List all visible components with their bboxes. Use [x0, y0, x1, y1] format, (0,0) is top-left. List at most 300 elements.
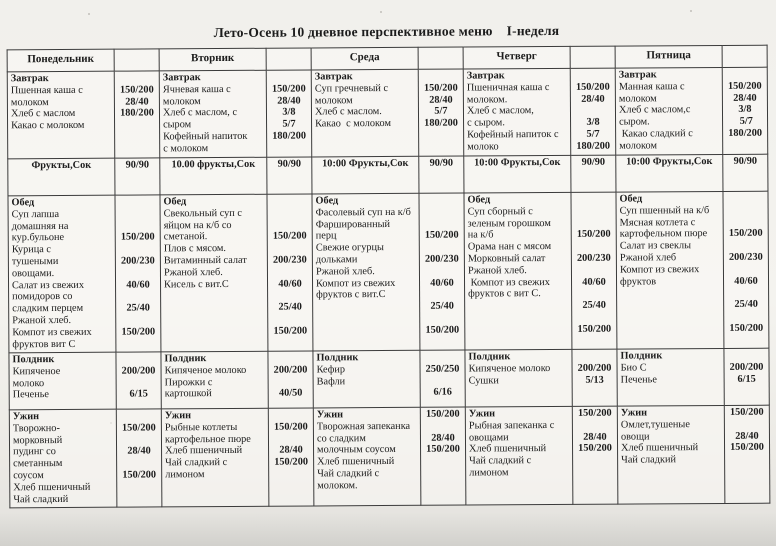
portion-value [728, 418, 766, 430]
portion-value [422, 71, 460, 83]
portion-value [424, 420, 462, 432]
menu-line: фруктов [619, 275, 657, 288]
lunch-cell-day-1 [8, 195, 116, 353]
portion-value: 28/40 [735, 430, 759, 442]
meal-title: Ужин [316, 409, 344, 421]
portion-value: 25/40 [734, 298, 758, 311]
menu-line: на к/б [467, 229, 494, 241]
snack-cell-day-4 [465, 349, 572, 407]
portion-value: 40/50 [278, 387, 303, 400]
portion-value: 180/200 [272, 130, 307, 142]
meal-title: Ужин [164, 410, 192, 422]
portion-value [272, 433, 310, 445]
portion-header-3 [418, 47, 463, 69]
fruits-cell-day-5: 10:00 Фрукты,Сок [616, 154, 723, 192]
menu-line: Манная каша с [618, 80, 685, 93]
menu-line: Омлет,тушеные [620, 418, 690, 431]
menu-line: Хлеб с маслом,с [618, 104, 691, 116]
scan-shadow [0, 512, 776, 546]
menu-line: тушеными [11, 255, 59, 268]
portion-value: 40/60 [430, 277, 454, 289]
meal-title: Ужин [468, 408, 496, 420]
fruits-cell-day-1: Фрукты,Сок [8, 158, 115, 196]
portion-header-5 [722, 45, 767, 67]
dinner-cell-day-1 [9, 409, 117, 508]
breakfast-portions-day-4 [570, 68, 616, 155]
fruits-cell-day-3: 10:00 Фрукты,Сок [312, 156, 419, 194]
day-header-2: Вторник [159, 48, 266, 71]
portion-value [271, 207, 309, 219]
portion-value: 250/250 [425, 363, 460, 375]
meal-title: Завтрак [466, 70, 505, 82]
menu-line: Компот из свежих [12, 326, 92, 339]
portion-value [575, 312, 613, 324]
dinner-cell-day-4 [465, 406, 573, 505]
lunch-portions-day-4 [571, 192, 617, 349]
menu-line: молоком [162, 95, 201, 107]
breakfast-cell-day-3 [311, 69, 419, 157]
breakfast-cell-day-1 [7, 71, 115, 159]
meal-title: Завтрак [162, 72, 201, 84]
menu-line: молоком [314, 94, 353, 107]
portion-value: 180/200 [120, 107, 154, 120]
portion-value: 150/200 [122, 469, 157, 481]
menu-line: картошкой [164, 388, 212, 400]
portion-value: 3/8 [738, 104, 752, 116]
snack-cell-day-3 [313, 350, 420, 408]
menu-line: сыром [163, 119, 192, 131]
portion-value: 150/200 [274, 456, 309, 468]
menu-line: Суп гречневый с [314, 82, 389, 95]
menu-line: молоко [12, 377, 45, 389]
portion-value: 150/200 [121, 326, 156, 338]
portion-value [423, 265, 461, 277]
meal-title: Полдник [468, 351, 511, 363]
portion-value [575, 205, 613, 217]
menu-line: с молоком [163, 142, 209, 155]
menu-line: Творожно- [12, 422, 60, 435]
portion-value: 150/200 [575, 81, 610, 93]
menu-line: Чай сладкий [621, 454, 677, 466]
meal-title: Обед [315, 195, 339, 207]
menu-line: Кефир [316, 364, 346, 376]
menu-line: молоком. [466, 93, 508, 106]
menu-line: молоко [467, 141, 499, 153]
portion-value: 200/230 [120, 255, 155, 267]
portion-value: 28/40 [125, 96, 149, 108]
menu-table [7, 45, 771, 509]
portion-value [271, 219, 309, 231]
portion-value: 28/40 [733, 92, 757, 104]
menu-line: Ржаной хлеб [619, 252, 677, 264]
day-header-1: Понедельник [7, 49, 114, 72]
portion-value [727, 240, 765, 252]
menu-line: сыром. [619, 116, 650, 128]
portion-value [271, 266, 309, 278]
meal-title: Завтрак [618, 69, 657, 81]
portion-value: 150/200 [273, 325, 308, 337]
menu-line: Вафли [316, 375, 346, 388]
menu-line: овощи [620, 430, 650, 443]
portion-value: 150/200 [729, 406, 764, 418]
portion-value [119, 208, 157, 220]
meal-title: Завтрак [314, 71, 353, 83]
menu-line: Какао сладкий с [619, 128, 693, 140]
menu-line: Хлеб с маслом, [466, 105, 534, 117]
meal-title: Обед [163, 196, 187, 208]
portion-value: 6/15 [129, 388, 148, 400]
menu-line: Витаминный салат [163, 254, 247, 267]
dinner-portions-day-2 [268, 408, 314, 506]
menu-line: молоком [619, 140, 657, 152]
portion-value: 200/200 [729, 361, 764, 373]
portion-value: 25/40 [582, 299, 606, 311]
meal-title: Ужин [620, 407, 648, 419]
portion-value [120, 377, 158, 389]
dinner-portions-day-4 [572, 406, 618, 504]
portion-value [120, 458, 158, 470]
portion-value: 200/200 [577, 362, 612, 374]
portion-value: 28/40 [429, 94, 453, 106]
menu-line: со сладким [316, 432, 366, 445]
portion-value: 150/200 [576, 229, 611, 241]
menu-title-text: Лето-Осень 10 дневное перспективное меню [213, 23, 493, 41]
portion-value [727, 287, 765, 299]
menu-line: Свекольный суп с [163, 207, 242, 220]
menu-line: Какао с молоком [315, 118, 392, 130]
portion-value: 180/200 [728, 127, 763, 139]
portion-value [574, 70, 612, 82]
week-label: I-неделя [506, 22, 560, 39]
dinner-portions-day-3 [420, 407, 466, 505]
menu-line: Суп лапша [11, 208, 60, 221]
portion-value [423, 289, 461, 301]
page-title [0, 22, 775, 43]
portion-value [119, 314, 157, 326]
menu-line: Ржаной хлеб. [315, 265, 375, 278]
portion-value: 180/200 [424, 117, 458, 129]
menu-line: Пшенная каша с [10, 84, 83, 97]
portion-value: 40/60 [278, 278, 302, 290]
menu-line: Кипяченое молоко [468, 362, 551, 375]
menu-line: Суп сборный с [467, 205, 533, 218]
portion-value: 150/200 [423, 82, 458, 94]
portion-value [424, 375, 462, 387]
menu-line: Хлеб пшеничный [621, 442, 699, 454]
portion-value: 40/60 [126, 279, 150, 291]
portion-value: 150/200 [730, 442, 764, 454]
menu-line: молоком. [317, 479, 358, 492]
lunch-portions-day-3 [419, 193, 465, 350]
menu-line: помидоров со [12, 291, 73, 303]
portion-value: 200/230 [728, 251, 763, 263]
menu-line: с сыром. [467, 117, 505, 129]
dinner-portions-day-1 [116, 409, 162, 507]
menu-line: Хлеб с маслом [10, 108, 76, 120]
menu-line: Ржаной хлеб. [163, 266, 223, 279]
portion-value: 25/40 [126, 302, 150, 314]
meal-title: Полдник [12, 354, 55, 366]
menu-line: Чай сладкий [13, 493, 69, 505]
portion-value: 150/200 [729, 322, 764, 334]
menu-line: Фасолевый суп на к/б [315, 206, 411, 219]
meal-title: Обед [467, 194, 491, 206]
menu-line: Фаршированный [315, 218, 391, 231]
portion-value: 150/200 [119, 84, 154, 96]
fruits-portion-day-2: 90/90 [267, 157, 312, 194]
portion-value: 150/200 [425, 324, 460, 336]
portion-value: 150/200 [424, 229, 459, 242]
portion-value [727, 216, 765, 228]
menu-line: Компот из свежих [467, 276, 550, 289]
portion-value [118, 72, 156, 84]
meal-title: Полдник [164, 353, 207, 365]
snack-portions-day-5 [724, 348, 769, 405]
portion-value: 150/200 [727, 80, 762, 92]
dinner-cell-day-5 [617, 405, 725, 504]
portion-value: 25/40 [278, 301, 302, 313]
menu-line: молочным соусом [317, 444, 396, 456]
menu-line: Пирожки с [164, 376, 213, 388]
portion-value [119, 267, 157, 279]
portion-value [119, 244, 157, 256]
menu-line: Салат из свежих [12, 279, 84, 291]
menu-line: фруктов с вит С. [468, 288, 541, 300]
portion-value: 28/40 [277, 95, 301, 107]
menu-line: Чай сладкий с [317, 468, 380, 480]
meal-title: Полдник [620, 350, 663, 362]
portion-value: 150/200 [120, 231, 155, 244]
snack-cell-day-1 [9, 352, 116, 410]
menu-line: картофельном пюре [619, 228, 708, 240]
menu-line: яйцом на к/б со [163, 219, 232, 231]
portion-value [574, 105, 612, 117]
menu-line: Чай сладкий с [165, 457, 228, 469]
portion-value [726, 193, 764, 205]
menu-line: кур.бульоне [11, 232, 65, 244]
menu-line: лимоном [469, 467, 509, 479]
snack-portions-day-2 [268, 351, 313, 408]
menu-line: Мясная котлета с [619, 216, 696, 229]
portion-value [272, 376, 310, 388]
menu-line: Кофейный напиток с [467, 128, 559, 141]
menu-line: Плов с мясом. [163, 243, 227, 255]
lunch-portions-day-1 [115, 195, 161, 352]
menu-line: Кипяченое [12, 365, 61, 378]
lunch-cell-day-5 [616, 191, 724, 349]
menu-line: зеленым горошком [467, 217, 551, 230]
portion-value: 5/7 [282, 118, 296, 130]
portion-value [575, 241, 613, 253]
menu-line: овощами. [11, 267, 55, 280]
portion-value [575, 264, 613, 276]
portion-value [118, 196, 156, 208]
menu-line: Хлеб с маслом. [314, 106, 382, 118]
menu-line: Хлеб пшеничный [165, 445, 243, 457]
portion-value [423, 206, 461, 218]
menu-line: Кисель с вит.С [163, 278, 229, 290]
dinner-portions-day-5 [724, 405, 770, 503]
breakfast-portions-day-5 [722, 67, 768, 154]
portion-value: 28/40 [581, 93, 605, 105]
lunch-cell-day-3 [312, 193, 420, 351]
breakfast-cell-day-4 [463, 68, 571, 156]
portion-value: 150/200 [577, 407, 612, 419]
meal-title: Обед [619, 193, 643, 205]
menu-line: Сушки [468, 374, 499, 387]
lunch-portions-day-2 [267, 194, 313, 351]
portion-value [727, 204, 765, 216]
menu-line: Чай сладкий с [469, 455, 532, 467]
portion-value: 5/13 [585, 374, 604, 386]
portion-value [423, 218, 461, 230]
menu-line: Печенье [12, 389, 50, 401]
portion-value: 5/7 [737, 115, 753, 128]
menu-line: соусом [13, 470, 44, 482]
fruits-portion-day-4: 90/90 [571, 155, 616, 192]
portion-value [575, 217, 613, 229]
portion-value: 6/16 [433, 387, 452, 399]
portion-value: 150/200 [426, 443, 460, 456]
portion-value [727, 263, 765, 275]
portion-value [272, 409, 310, 421]
fruits-portion-day-1: 90/90 [115, 158, 160, 195]
portion-value [119, 220, 157, 232]
portion-value: 28/40 [279, 444, 303, 457]
menu-line: домашняя на [11, 220, 69, 232]
menu-line: молоком [10, 96, 49, 108]
portion-value: 5/7 [586, 128, 600, 140]
day-header-3: Среда [311, 47, 418, 70]
snack-cell-day-2 [161, 351, 268, 409]
menu-line: Хлеб пшеничный [317, 456, 395, 468]
menu-line: лимоном [165, 469, 205, 481]
portion-value [119, 353, 157, 365]
fruits-portion-day-5: 90/90 [723, 154, 768, 191]
portion-value [727, 311, 765, 323]
menu-line: молоком [618, 92, 657, 105]
portion-value [576, 419, 614, 431]
portion-value [271, 243, 309, 255]
portion-value [271, 352, 309, 364]
breakfast-cell-day-2 [159, 70, 267, 158]
portion-value: 150/200 [425, 408, 460, 420]
menu-line: Курица с [11, 244, 51, 256]
portion-value: 150/200 [121, 422, 156, 434]
breakfast-cell-day-5 [615, 67, 723, 155]
portion-header-4 [570, 46, 615, 68]
snack-portions-day-3 [420, 350, 465, 407]
menu-line: Морковный салат [467, 253, 546, 265]
portion-value: 3/8 [586, 116, 600, 128]
fruits-cell-day-2: 10.00 фрукты,Сок [160, 157, 267, 195]
portion-value: 150/200 [273, 421, 308, 433]
dinner-cell-day-2 [161, 408, 269, 507]
portion-value: 40/60 [734, 275, 758, 287]
portion-value [119, 291, 157, 303]
portion-value: 28/40 [583, 431, 607, 443]
meal-title: Обед [11, 197, 35, 209]
portion-value [270, 195, 308, 207]
portion-value [120, 434, 158, 446]
menu-line: Ржаной хлеб. [467, 264, 527, 277]
portion-value [727, 350, 765, 362]
fruits-cell-day-4: 10:00 Фрукты,Сок [464, 155, 571, 193]
menu-line: морковный [12, 434, 63, 446]
meal-title: Ужин [12, 411, 40, 423]
menu-line: Творожная запеканка [316, 420, 411, 433]
portion-value: 150/200 [271, 83, 306, 95]
menu-line: сметанным [13, 458, 63, 470]
menu-line: Кофейный напиток [163, 130, 248, 143]
portion-value [271, 313, 309, 325]
portion-value: 200/230 [272, 254, 307, 266]
menu-line: Пшеничная каша с [466, 81, 550, 94]
portion-value [726, 69, 764, 81]
menu-line: Рыбная запеканка с [468, 419, 555, 432]
meal-title: Завтрак [10, 73, 49, 85]
menu-line: Био С [620, 362, 647, 374]
portion-value: 200/200 [273, 364, 308, 376]
menu-line: Печенье [620, 373, 657, 386]
menu-line: картофельное пюре [164, 433, 251, 445]
menu-line: дольками [315, 254, 358, 266]
meal-title: Полдник [316, 352, 359, 364]
portion-value [423, 352, 461, 364]
portion-value: 200/230 [576, 252, 611, 264]
portion-header-2 [266, 48, 311, 70]
menu-line: овощами [468, 431, 509, 444]
menu-line: Рыбные котлеты [164, 421, 238, 434]
menu-line: Суп пшенный на к/б [619, 204, 710, 217]
portion-value [575, 288, 613, 300]
portion-value: 3/8 [282, 106, 296, 119]
portion-value: 150/200 [272, 230, 307, 243]
snack-portions-day-1 [116, 352, 161, 409]
portion-value: 28/40 [127, 445, 151, 457]
lunch-cell-day-4 [464, 192, 572, 350]
portion-value [423, 313, 461, 325]
menu-line: сладким перцем [12, 303, 84, 315]
breakfast-portions-day-3 [418, 69, 464, 156]
menu-line: пудинг со [13, 446, 56, 458]
breakfast-portions-day-1 [114, 71, 160, 158]
snack-cell-day-5 [617, 348, 724, 406]
portion-value: 5/7 [434, 106, 448, 118]
menu-line: Свежие огурцы [315, 242, 384, 254]
fruits-portion-day-3: 90/90 [419, 156, 464, 193]
portion-value: 180/200 [576, 140, 611, 152]
portion-value [120, 410, 158, 422]
portion-value: 150/200 [578, 443, 612, 455]
menu-line: Компот из свежих [619, 263, 700, 276]
portion-value: 6/15 [737, 373, 756, 385]
menu-line: сметаной. [163, 231, 208, 243]
breakfast-portions-day-2 [266, 70, 312, 157]
menu-line: фруктов вит С [12, 338, 76, 350]
portion-header-1 [114, 49, 159, 71]
portion-value: 25/40 [430, 300, 454, 312]
portion-value [574, 194, 612, 206]
menu-line: Компот из свежих [315, 277, 396, 290]
dinner-cell-day-3 [313, 407, 421, 506]
menu-line: Хлеб пшеничный [13, 481, 91, 494]
portion-value [422, 195, 460, 207]
lunch-portions-day-5 [723, 191, 769, 348]
menu-line: Хлеб пшеничный [469, 443, 547, 455]
menu-line: перц [315, 230, 337, 242]
menu-line: Ячневая каша с [162, 83, 231, 96]
